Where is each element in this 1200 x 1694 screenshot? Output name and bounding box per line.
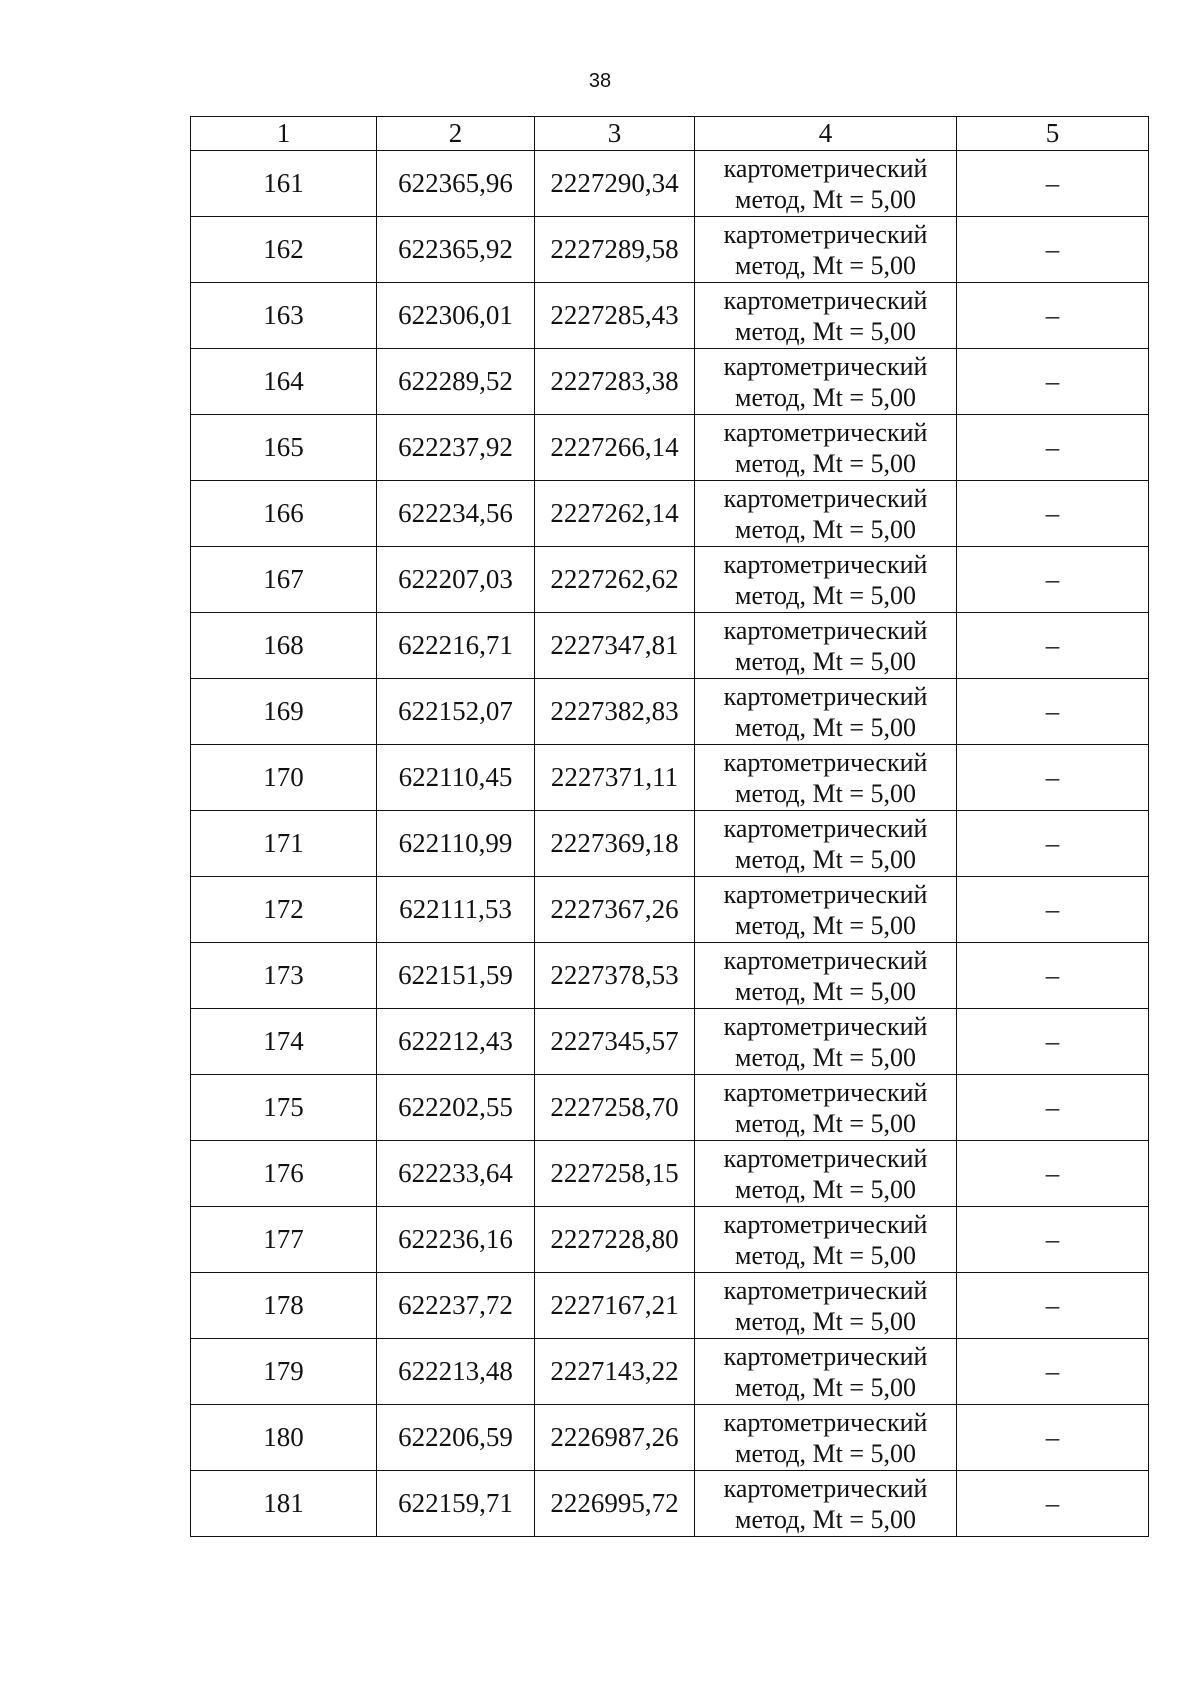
x-coordinate-cell: 622237,92 xyxy=(377,415,535,481)
table-body xyxy=(191,151,1149,1537)
method-line-1: картометрический xyxy=(723,351,928,381)
method-cell xyxy=(695,679,957,745)
method-cell xyxy=(695,613,957,679)
header-col-1: 1 xyxy=(191,117,377,151)
method-cell xyxy=(695,877,957,943)
method-cell xyxy=(695,1471,957,1537)
column-5-cell: – xyxy=(957,1339,1149,1405)
method-line-2: метод, Mt = 5,00 xyxy=(735,250,916,280)
table-row xyxy=(191,415,1149,481)
method-line-1: картометрический xyxy=(723,417,928,447)
method-line-2: метод, Mt = 5,00 xyxy=(735,712,916,742)
method-line-2: метод, Mt = 5,00 xyxy=(735,778,916,808)
y-coordinate-cell: 2227378,53 xyxy=(535,943,695,1009)
method-line-1: картометрический xyxy=(723,1407,928,1437)
page-number: 38 xyxy=(588,70,612,92)
x-coordinate-cell: 622365,92 xyxy=(377,217,535,283)
y-coordinate-cell: 2227283,38 xyxy=(535,349,695,415)
column-5-cell: – xyxy=(957,1075,1149,1141)
table-row xyxy=(191,1141,1149,1207)
x-coordinate-cell: 622202,55 xyxy=(377,1075,535,1141)
method-line-1: картометрический xyxy=(723,1473,928,1503)
column-5-cell: – xyxy=(957,349,1149,415)
method-line-1: картометрический xyxy=(723,1143,928,1173)
method-cell xyxy=(695,283,957,349)
column-5-cell: – xyxy=(957,151,1149,217)
method-line-1: картометрический xyxy=(723,681,928,711)
column-5-cell: – xyxy=(957,1471,1149,1537)
x-coordinate-cell: 622151,59 xyxy=(377,943,535,1009)
point-number-cell: 170 xyxy=(191,745,377,811)
method-line-2: метод, Mt = 5,00 xyxy=(735,316,916,346)
y-coordinate-cell: 2227258,15 xyxy=(535,1141,695,1207)
method-cell xyxy=(695,1339,957,1405)
method-line-1: картометрический xyxy=(723,285,928,315)
column-5-cell: – xyxy=(957,415,1149,481)
point-number-cell: 179 xyxy=(191,1339,377,1405)
column-5-cell: – xyxy=(957,613,1149,679)
y-coordinate-cell: 2226987,26 xyxy=(535,1405,695,1471)
x-coordinate-cell: 622110,45 xyxy=(377,745,535,811)
y-coordinate-cell: 2227143,22 xyxy=(535,1339,695,1405)
method-line-1: картометрический xyxy=(723,1011,928,1041)
method-line-2: метод, Mt = 5,00 xyxy=(735,382,916,412)
y-coordinate-cell: 2227167,21 xyxy=(535,1273,695,1339)
method-line-1: картометрический xyxy=(723,1341,928,1371)
point-number-cell: 168 xyxy=(191,613,377,679)
column-5-cell: – xyxy=(957,877,1149,943)
y-coordinate-cell: 2227347,81 xyxy=(535,613,695,679)
column-5-cell: – xyxy=(957,943,1149,1009)
y-coordinate-cell: 2227289,58 xyxy=(535,217,695,283)
method-line-2: метод, Mt = 5,00 xyxy=(735,976,916,1006)
header-col-5: 5 xyxy=(957,117,1149,151)
table-row xyxy=(191,481,1149,547)
x-coordinate-cell: 622236,16 xyxy=(377,1207,535,1273)
method-line-2: метод, Mt = 5,00 xyxy=(735,580,916,610)
x-coordinate-cell: 622110,99 xyxy=(377,811,535,877)
x-coordinate-cell: 622234,56 xyxy=(377,481,535,547)
method-line-1: картометрический xyxy=(723,1077,928,1107)
y-coordinate-cell: 2227290,34 xyxy=(535,151,695,217)
point-number-cell: 161 xyxy=(191,151,377,217)
method-cell xyxy=(695,349,957,415)
x-coordinate-cell: 622159,71 xyxy=(377,1471,535,1537)
header-col-2: 2 xyxy=(377,117,535,151)
column-5-cell: – xyxy=(957,679,1149,745)
point-number-cell: 166 xyxy=(191,481,377,547)
column-5-cell: – xyxy=(957,811,1149,877)
y-coordinate-cell: 2227228,80 xyxy=(535,1207,695,1273)
method-line-2: метод, Mt = 5,00 xyxy=(735,1042,916,1072)
y-coordinate-cell: 2227262,14 xyxy=(535,481,695,547)
y-coordinate-cell: 2227345,57 xyxy=(535,1009,695,1075)
point-number-cell: 175 xyxy=(191,1075,377,1141)
method-cell xyxy=(695,547,957,613)
method-cell xyxy=(695,745,957,811)
method-line-1: картометрический xyxy=(723,879,928,909)
column-5-cell: – xyxy=(957,481,1149,547)
method-line-2: метод, Mt = 5,00 xyxy=(735,1372,916,1402)
method-line-2: метод, Mt = 5,00 xyxy=(735,844,916,874)
table-row xyxy=(191,151,1149,217)
method-cell xyxy=(695,1075,957,1141)
point-number-cell: 172 xyxy=(191,877,377,943)
method-line-1: картометрический xyxy=(723,747,928,777)
method-cell xyxy=(695,1273,957,1339)
method-cell xyxy=(695,1009,957,1075)
table-row xyxy=(191,1075,1149,1141)
method-cell xyxy=(695,151,957,217)
header-col-3: 3 xyxy=(535,117,695,151)
point-number-cell: 180 xyxy=(191,1405,377,1471)
table-row xyxy=(191,547,1149,613)
point-number-cell: 162 xyxy=(191,217,377,283)
point-number-cell: 167 xyxy=(191,547,377,613)
table-row xyxy=(191,1471,1149,1537)
method-line-2: метод, Mt = 5,00 xyxy=(735,448,916,478)
y-coordinate-cell: 2227369,18 xyxy=(535,811,695,877)
point-number-cell: 174 xyxy=(191,1009,377,1075)
table-row xyxy=(191,943,1149,1009)
x-coordinate-cell: 622213,48 xyxy=(377,1339,535,1405)
column-5-cell: – xyxy=(957,1009,1149,1075)
method-line-2: метод, Mt = 5,00 xyxy=(735,1504,916,1534)
method-line-1: картометрический xyxy=(723,945,928,975)
column-5-cell: – xyxy=(957,1273,1149,1339)
point-number-cell: 177 xyxy=(191,1207,377,1273)
method-line-1: картометрический xyxy=(723,1209,928,1239)
method-line-2: метод, Mt = 5,00 xyxy=(735,1240,916,1270)
y-coordinate-cell: 2227382,83 xyxy=(535,679,695,745)
point-number-cell: 173 xyxy=(191,943,377,1009)
point-number-cell: 171 xyxy=(191,811,377,877)
table-row xyxy=(191,283,1149,349)
y-coordinate-cell: 2227285,43 xyxy=(535,283,695,349)
y-coordinate-cell: 2227262,62 xyxy=(535,547,695,613)
header-col-4: 4 xyxy=(695,117,957,151)
method-line-2: метод, Mt = 5,00 xyxy=(735,1438,916,1468)
y-coordinate-cell: 2227266,14 xyxy=(535,415,695,481)
x-coordinate-cell: 622152,07 xyxy=(377,679,535,745)
method-line-2: метод, Mt = 5,00 xyxy=(735,646,916,676)
method-line-2: метод, Mt = 5,00 xyxy=(735,910,916,940)
point-number-cell: 164 xyxy=(191,349,377,415)
table-row xyxy=(191,1405,1149,1471)
column-5-cell: – xyxy=(957,1207,1149,1273)
x-coordinate-cell: 622289,52 xyxy=(377,349,535,415)
table-row xyxy=(191,679,1149,745)
method-line-2: метод, Mt = 5,00 xyxy=(735,1306,916,1336)
column-5-cell: – xyxy=(957,1141,1149,1207)
table-row xyxy=(191,217,1149,283)
method-cell xyxy=(695,481,957,547)
method-line-1: картометрический xyxy=(723,549,928,579)
column-5-cell: – xyxy=(957,1405,1149,1471)
table-row xyxy=(191,877,1149,943)
method-line-1: картометрический xyxy=(723,483,928,513)
column-5-cell: – xyxy=(957,217,1149,283)
method-cell xyxy=(695,943,957,1009)
column-5-cell: – xyxy=(957,547,1149,613)
coordinates-table xyxy=(190,116,1149,1537)
method-line-2: метод, Mt = 5,00 xyxy=(735,184,916,214)
y-coordinate-cell: 2227367,26 xyxy=(535,877,695,943)
x-coordinate-cell: 622365,96 xyxy=(377,151,535,217)
x-coordinate-cell: 622306,01 xyxy=(377,283,535,349)
table-row xyxy=(191,1009,1149,1075)
table-row xyxy=(191,349,1149,415)
table-row xyxy=(191,811,1149,877)
method-line-2: метод, Mt = 5,00 xyxy=(735,514,916,544)
method-cell xyxy=(695,1141,957,1207)
table-row xyxy=(191,613,1149,679)
point-number-cell: 165 xyxy=(191,415,377,481)
method-line-2: метод, Mt = 5,00 xyxy=(735,1174,916,1204)
x-coordinate-cell: 622237,72 xyxy=(377,1273,535,1339)
x-coordinate-cell: 622206,59 xyxy=(377,1405,535,1471)
header-row xyxy=(191,117,1149,151)
x-coordinate-cell: 622111,53 xyxy=(377,877,535,943)
method-cell xyxy=(695,1207,957,1273)
column-5-cell: – xyxy=(957,283,1149,349)
x-coordinate-cell: 622216,71 xyxy=(377,613,535,679)
column-5-cell: – xyxy=(957,745,1149,811)
method-cell xyxy=(695,1405,957,1471)
y-coordinate-cell: 2227258,70 xyxy=(535,1075,695,1141)
y-coordinate-cell: 2227371,11 xyxy=(535,745,695,811)
method-cell xyxy=(695,415,957,481)
method-line-1: картометрический xyxy=(723,1275,928,1305)
x-coordinate-cell: 622212,43 xyxy=(377,1009,535,1075)
table-row xyxy=(191,1207,1149,1273)
point-number-cell: 181 xyxy=(191,1471,377,1537)
method-cell xyxy=(695,217,957,283)
method-line-1: картометрический xyxy=(723,219,928,249)
table-row xyxy=(191,745,1149,811)
table-row xyxy=(191,1273,1149,1339)
x-coordinate-cell: 622207,03 xyxy=(377,547,535,613)
table-row xyxy=(191,1339,1149,1405)
point-number-cell: 178 xyxy=(191,1273,377,1339)
point-number-cell: 176 xyxy=(191,1141,377,1207)
point-number-cell: 163 xyxy=(191,283,377,349)
method-line-1: картометрический xyxy=(723,615,928,645)
x-coordinate-cell: 622233,64 xyxy=(377,1141,535,1207)
method-line-1: картометрический xyxy=(723,813,928,843)
method-line-1: картометрический xyxy=(723,153,928,183)
point-number-cell: 169 xyxy=(191,679,377,745)
method-line-2: метод, Mt = 5,00 xyxy=(735,1108,916,1138)
method-cell xyxy=(695,811,957,877)
y-coordinate-cell: 2226995,72 xyxy=(535,1471,695,1537)
